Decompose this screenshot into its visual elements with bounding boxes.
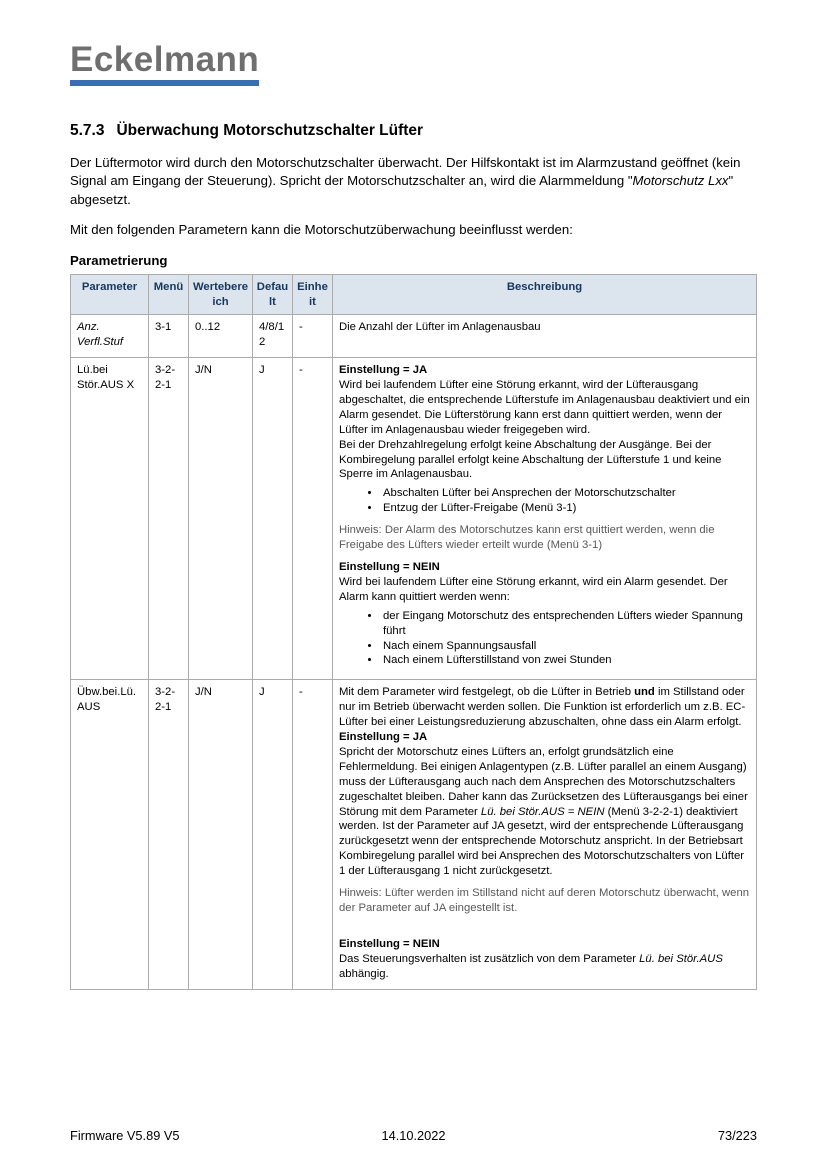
description-p: [339, 952, 750, 982]
text-run: Wird bei laufendem Lüfter eine Störung erkannt, wird der Lüfterausgang abgeschaltet, die entsprechende Lüfterstufe im Anlagenausbau deaktiviert und ein Alarm gesendet. Die Lüfterstörung kann erst dann quittiert werden, wenn der Lüfter im Anlagenausbau wieder freigegeben wird.: [339, 379, 750, 436]
description-bold: Einstellung = NEIN: [339, 937, 440, 950]
section-title: Überwachung Motorschutzschalter Lüfter: [116, 122, 424, 139]
header-row: [71, 274, 757, 314]
range-cell: J/N: [189, 358, 253, 680]
column-header-unit: Einheit: [293, 274, 333, 314]
description-p: [339, 685, 750, 730]
text-run: und: [634, 686, 655, 699]
text-run: Lü. bei Stör.AUS = NEIN: [480, 805, 605, 818]
text-run: Motorschutz Lxx: [632, 173, 729, 189]
column-header-menu: Menü: [149, 274, 189, 314]
text-run: Mit dem Parameter wird festgelegt, ob die Lüfter in Betrieb: [339, 686, 635, 699]
unit-cell: -: [293, 315, 333, 358]
bullet-item: • Abschalten Lüfter bei Ansprechen der Motorschutzschalter: [381, 486, 750, 501]
text-run: Lü. bei Stör.AUS: [639, 952, 723, 965]
description-bullets: [339, 609, 750, 669]
range-cell: 0..12: [189, 315, 253, 358]
unit-cell: -: [293, 358, 333, 680]
table-row: [71, 358, 757, 680]
text-run: (Menü 3-2-2-1) deaktiviert werden. Ist der Parameter auf JA gesetzt, wird der entsprechende Lüfterausgang zurückgesetzt wenn der entsprechende Motorschutz anspricht. In der Betriebsart Kombiregelung parallel wird bei Ansprechen des Motorschutzschalters von Lüfter 1 der Lüfterausgang 1 nicht zurückgesetzt.: [339, 805, 745, 878]
bullet-item: • der Eingang Motorschutz des entsprechenden Lüfters wieder Spannung führt: [381, 609, 750, 639]
text-run: Bei der Drehzahlregelung erfolgt keine Abschaltung der Ausgänge. Bei der Kombiregelung parallel erfolgt keine Abschaltung der Lüfterstufe 1 und keine Sperre im Anlagenausbau.: [339, 438, 722, 481]
bullet-item: • Nach einem Spannungsausfall: [381, 639, 750, 654]
description-bold: Einstellung = JA: [339, 731, 428, 744]
text-run: " abgesetzt.: [70, 173, 734, 207]
intro-paragraph-1: [70, 154, 757, 209]
param-cell: Anz. Verfl.Stuf: [71, 315, 149, 358]
table-row: [71, 315, 757, 358]
description-p: [339, 320, 750, 335]
logo: [70, 0, 757, 86]
page-footer: [70, 1128, 757, 1143]
text-run: abhängig.: [339, 967, 389, 980]
range-cell: J/N: [189, 680, 253, 989]
description-p: [339, 378, 750, 438]
param-cell: Lü.bei Stör.AUS X: [71, 358, 149, 680]
unit-cell: -: [293, 680, 333, 989]
table-row: [71, 680, 757, 989]
description-hint: Hinweis: Lüfter werden im Stillstand nicht auf deren Motorschutz überwacht, wenn der Parameter auf JA eingestellt ist.: [339, 887, 750, 914]
description-cell: [333, 358, 757, 680]
description-hint: Hinweis: Der Alarm des Motorschutzes kann erst quittiert werden, wenn die Freigabe des Lüfters wieder erteilt wurde (Menü 3-1): [339, 524, 715, 552]
default-cell: J: [253, 680, 293, 989]
text-run: Das Steuerungsverhalten ist zusätzlich von dem Parameter: [339, 952, 640, 965]
column-header-parameter: Parameter: [71, 274, 149, 314]
text-run: Wird bei laufendem Lüfter eine Störung erkannt, wird ein Alarm gesendet. Der Alarm kann quittiert werden wenn:: [339, 575, 728, 603]
text-run: im Stillstand oder nur im Betrieb überwacht werden sollen. Die Funktion ist erforderlich um z.B. EC-Lüfter bei einer Leistungsreduzierung abzuschalten, ohne dass ein Alarm erfolgt.: [339, 686, 746, 729]
column-header-description: Beschreibung: [333, 274, 757, 314]
table-body: [71, 315, 757, 989]
default-cell: J: [253, 358, 293, 680]
footer-firmware-version: Firmware V5.89 V5: [70, 1128, 180, 1143]
bullet-item: • Entzug der Lüfter-Freigabe (Menü 3-1): [381, 501, 750, 516]
intro-paragraph-2: Mit den folgenden Parametern kann die Motorschutzüberwachung beeinflusst werden:: [70, 222, 573, 238]
table-title: Parametrierung: [70, 252, 168, 268]
logo-text: Eckelmann: [70, 42, 259, 86]
text-run: Die Anzahl der Lüfter im Anlagenausbau: [339, 321, 541, 334]
section-heading: [70, 122, 757, 140]
footer-date: 14.10.2022: [381, 1128, 446, 1143]
column-header-default: Default: [253, 274, 293, 314]
footer-page-number: 73/223: [717, 1128, 757, 1143]
description-bold: Einstellung = NEIN: [339, 560, 440, 573]
bullet-item: • Nach einem Lüfterstillstand von zwei Stunden: [381, 653, 750, 668]
menu-cell: 3-2-2-1: [149, 680, 189, 989]
description-p: [339, 438, 750, 483]
menu-cell: 3-2-2-1: [149, 358, 189, 680]
default-cell: 4/8/12: [253, 315, 293, 358]
description-bullets: [339, 486, 750, 516]
description-cell: [333, 680, 757, 989]
description-cell: [333, 315, 757, 358]
description-p: [339, 575, 750, 605]
menu-cell: 3-1: [149, 315, 189, 358]
description-bold: Einstellung = JA: [339, 364, 428, 377]
column-header-range: Wertebereich: [189, 274, 253, 314]
section-number: 5.7.3: [70, 122, 105, 139]
param-cell: Übw.bei.Lü.AUS: [71, 680, 149, 989]
text-run: Der Lüftermotor wird durch den Motorschutzschalter überwacht. Der Hilfskontakt ist im Alarmzustand geöffnet (kein Signal am Eingang der Steuerung). Spricht der Motorschutzschalter an, wird die Alarmmeldung ": [70, 155, 741, 189]
description-p: [339, 745, 750, 879]
text-run: Spricht der Motorschutz eines Lüfters an, erfolgt grundsätzlich eine Fehlermeldung. Bei einigen Anlagentypen (z.B. Lüfter parallel an einem Ausgang) muss der Lüfterausgang auch nach dem Ansprechen des Motorschutzschalters zugeschaltet bleiben. Daher kann das Zurücksetzen des Lüfterausgangs bei einer Störung mit dem Parameter: [339, 745, 748, 818]
parameter-table: [70, 274, 757, 990]
description-spacer: [339, 923, 750, 937]
